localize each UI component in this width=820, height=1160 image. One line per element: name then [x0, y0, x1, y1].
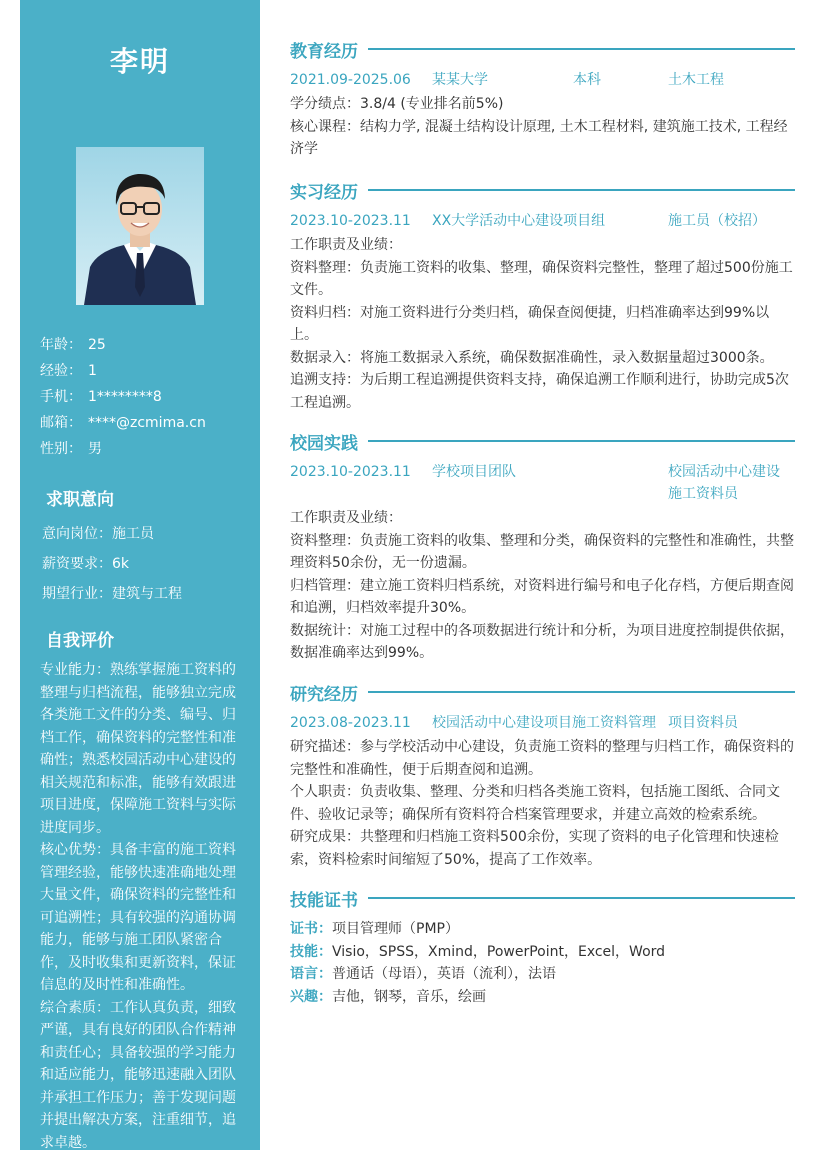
profile-photo: [76, 147, 204, 305]
job-intent: [42, 523, 182, 613]
campus-role: 施工资料员: [668, 486, 738, 502]
info-email: 邮箱： ****@zcmima.cn: [40, 415, 206, 431]
section-divider: [368, 897, 795, 899]
intent-position: 意向岗位：施工员: [42, 526, 154, 542]
info-phone: 手机： 1********8: [40, 389, 162, 405]
campus-details: 工作职责及业绩： 资料整理：负责施工资料的收集、整理和分类，确保资料的完整性和准确性，共整理资料50余份，无一份遗漏。 归档管理：建立施工资料归档系统，对资料进行编号和电子化存档，方便后期查阅和追溯，归档效率提升30%。 数据统计：对施工过程中的各项数据进行统计和分析，为项目进度控制提供依据，数据准确率达到99%。: [290, 510, 794, 661]
info-experience: 经验： 1: [40, 363, 97, 379]
campus-period: 2023.10-2023.11: [290, 464, 411, 480]
education-period: 2021.09-2025.06: [290, 72, 411, 88]
campus-org: 学校项目团队: [432, 464, 516, 480]
internship-period: 2023.10-2023.11: [290, 213, 411, 229]
education-courses: 核心课程：结构力学, 混凝土结构设计原理, 土木工程材料, 建筑施工技术, 工程经济学: [290, 118, 788, 157]
education-gpa: 学分绩点：3.8/4 (专业排名前5%): [290, 96, 504, 112]
research-project: 校园活动中心建设项目施工资料管理: [432, 715, 656, 731]
education-section-title: 教育经历: [290, 37, 795, 61]
internship-meta: [290, 210, 795, 232]
internship-section-title: 实习经历: [290, 178, 795, 202]
skill-certificate: 证书：项目管理师（PMP）: [290, 921, 459, 937]
section-divider: [368, 440, 795, 442]
education-degree: 本科: [573, 72, 601, 88]
skill-languages: 语言：普通话（母语），英语（流利），法语: [290, 966, 556, 982]
self-eval-paragraph: 专业能力：熟练掌握施工资料的整理与归档流程，能够独立完成各类施工文件的分类、编号、归档工作，确保资料的完整性和准确性；熟悉校园活动中心建设的相关规范和标准，能够有效跟进项目进度，保障施工资料与实际进度同步。: [40, 662, 236, 836]
section-divider: [368, 189, 795, 191]
self-evaluation: [40, 659, 242, 1154]
education-meta: [290, 69, 795, 91]
education-details: [290, 93, 795, 161]
internship-role: 施工员（校招）: [668, 213, 766, 229]
info-gender: 性别： 男: [40, 441, 102, 457]
internship-details: 工作职责及业绩： 资料整理：负责施工资料的收集、整理，确保资料完整性，整理了超过500份施工文件。 资料归档：对施工资料进行分类归档，确保查阅便捷，归档准确率达到99%以上。 数据录入：将施工数据录入系统，确保数据准确性，录入数据量超过3000条。 追溯支持：为后期工程追溯提供资料支持，确保追溯工作顺利进行，协助完成5次工程追溯。: [290, 237, 793, 411]
section-divider: [368, 48, 795, 50]
research-details: 研究描述：参与学校活动中心建设，负责施工资料的整理与归档工作，确保资料的完整性和准确性，便于后期查阅和追溯。 个人职责：负责收集、整理、分类和归档各类施工资料，包括施工图纸、合同文件、验收记录等；确保所有资料符合档案管理要求，并建立高效的检索系统。 研究成果：共整理和归档施工资料500余份，实现了资料的电子化管理和快速检索，资料检索时间缩短了50%，提高了工作效率。: [290, 739, 794, 868]
intent-industry: 期望行业：建筑与工程: [42, 586, 182, 602]
research-role: 项目资料员: [668, 715, 738, 731]
candidate-name: 李明: [109, 45, 170, 78]
intent-title: 求职意向: [46, 490, 114, 510]
skills-list: [290, 918, 795, 1008]
campus-role: 校园活动中心建设: [668, 464, 780, 480]
education-major: 土木工程: [668, 72, 724, 88]
skill-interests: 兴趣：吉他，钢琴，音乐，绘画: [290, 988, 486, 1005]
sidebar: [20, 0, 260, 1150]
intent-salary: 薪资要求：6k: [42, 556, 130, 572]
self-eval-paragraph: 综合素质：工作认真负责，细致严谨，具有良好的团队合作精神和责任心；具备较强的学习能力和适应能力，能够迅速融入团队并承担工作压力；善于发现问题并提出解决方案，注重细节，追求卓越。: [40, 999, 236, 1151]
skills-section-title: 技能证书: [290, 886, 795, 910]
basic-info: [40, 334, 206, 464]
campus-meta: [290, 461, 795, 505]
research-meta: [290, 712, 795, 734]
education-school: 某某大学: [432, 72, 488, 88]
campus-section-title: 校园实践: [290, 429, 795, 453]
research-period: 2023.08-2023.11: [290, 715, 411, 731]
section-divider: [368, 691, 795, 693]
self-eval-paragraph: 核心优势：具备丰富的施工资料管理经验，能够快速准确地处理大量文件，确保资料的完整性和可追溯性；具有较强的沟通协调能力，能够与施工团队紧密合作，及时收集和更新资料，保证信息的及时性和准确性。: [40, 842, 236, 993]
avatar-portrait-icon: [76, 147, 204, 305]
internship-org: XX大学活动中心建设项目组: [432, 213, 606, 229]
info-age: 年龄： 25: [40, 337, 106, 353]
research-section-title: 研究经历: [290, 680, 795, 704]
skill-tools: 技能：Visio，SPSS，Xmind，PowerPoint，Excel，Word: [290, 943, 666, 960]
self-eval-title: 自我评价: [46, 631, 114, 651]
